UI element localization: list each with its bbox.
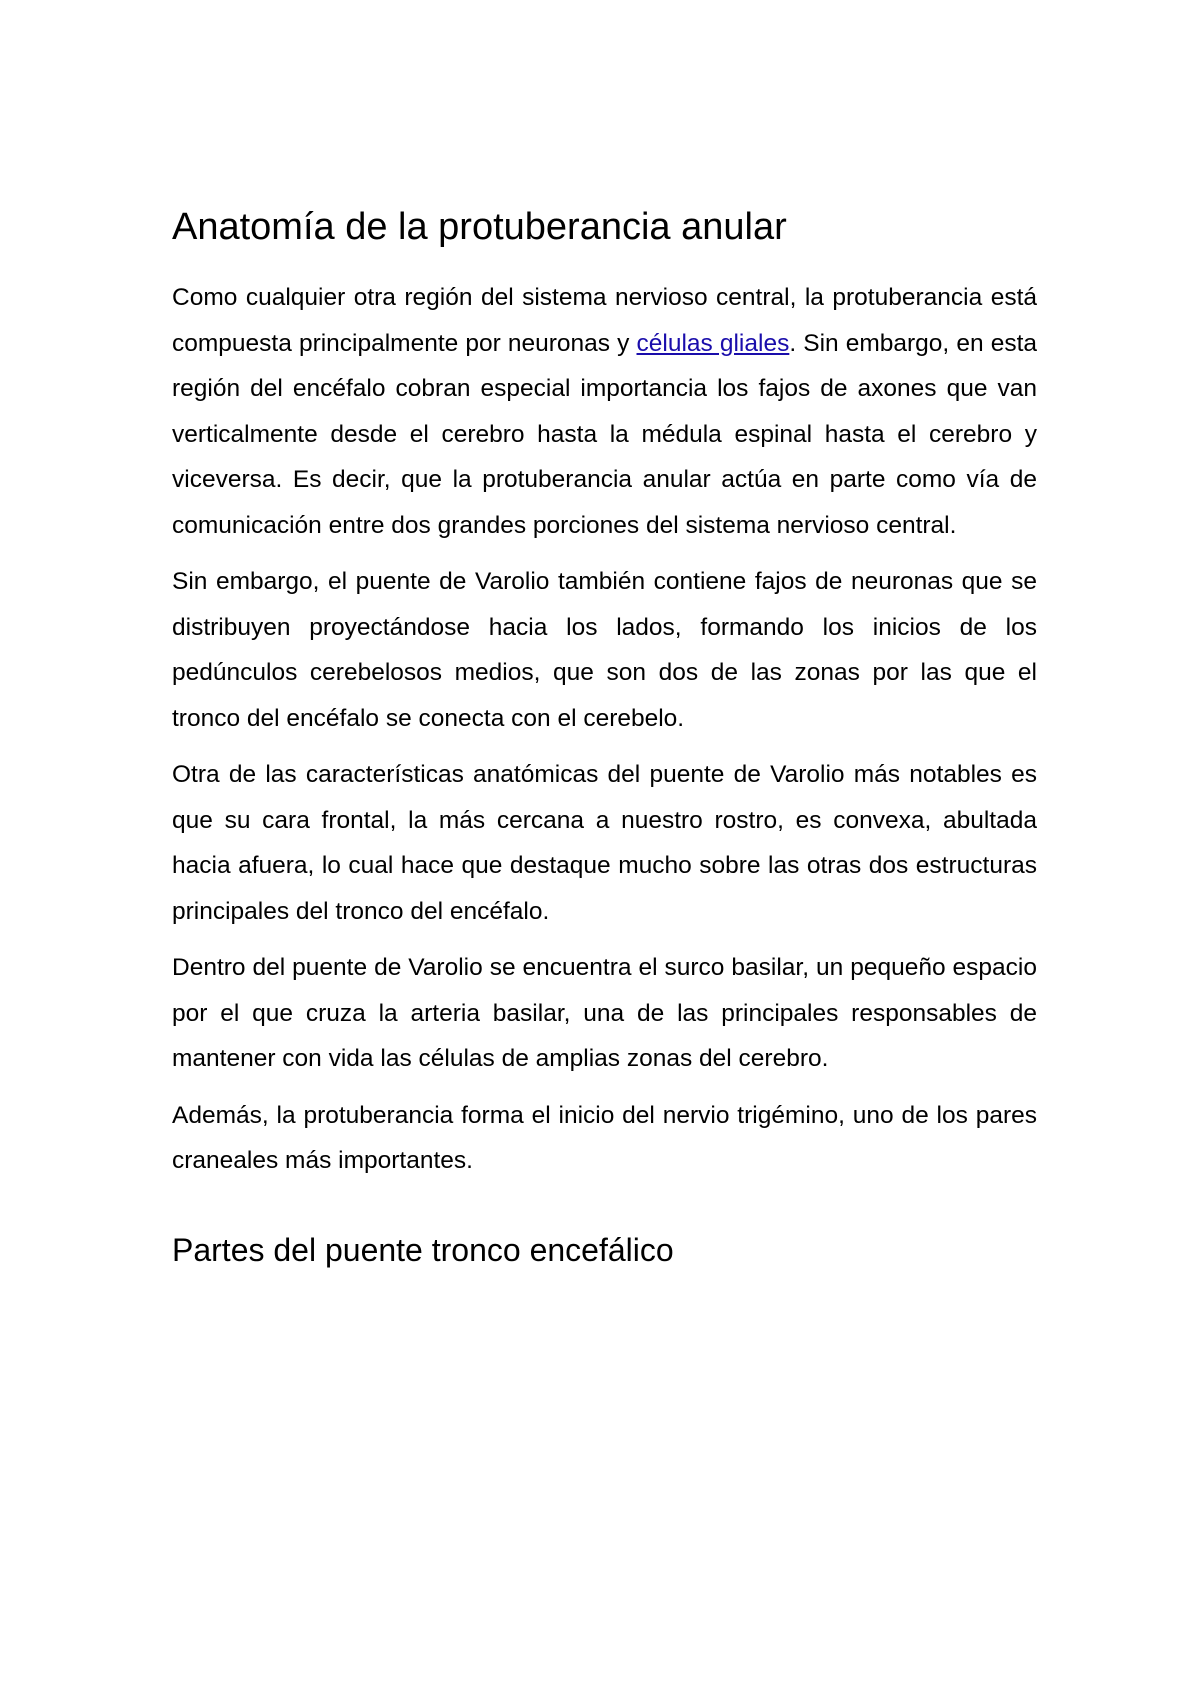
paragraph-intro-text-start: Como cualquier otra región del sistema nervioso central, la protuberancia está compuesta principalmente por neuronas y xyxy=(172,284,1037,357)
paragraph-trigeminal: Además, la protuberancia forma el inicio del nervio trigémino, uno de los pares craneales más importantes. xyxy=(172,1101,1037,1174)
paragraph-lateral-fibers: Sin embargo, el puente de Varolio también contiene fajos de neuronas que se distribuyen proyectándose hacia los lados, formando los inicios de los pedúnculos cerebelosos medios, que son dos de las zonas por las que el tronco del encéfalo se conecta con el cerebelo. xyxy=(172,568,1037,732)
link-celulas-gliales[interactable]: células gliales xyxy=(636,329,790,357)
section-subheading: Partes del puente tronco encefálico xyxy=(172,1231,674,1268)
paragraph-frontal-face: Otra de las características anatómicas del puente de Varolio más notables es que su cara frontal, la más cercana a nuestro rostro, es convexa, abultada hacia afuera, lo cual hace que destaque mucho sobre las otras dos estructuras principales del tronco del encéfalo. xyxy=(172,761,1037,925)
paragraph-intro-text-end: . Sin embargo, en esta región del encéfalo cobran especial importancia los fajos de axones que van verticalmente desde el cerebro hasta la médula espinal hasta el cerebro y viceversa. Es decir, que la protuberancia anular actúa en parte como vía de comunicación entre dos grandes porciones del sistema nervioso central. xyxy=(172,329,1037,539)
paragraph-intro xyxy=(172,275,1037,548)
page-title: Anatomía de la protuberancia anular xyxy=(172,206,787,248)
document-page xyxy=(172,195,1037,1271)
paragraph-basilar-groove: Dentro del puente de Varolio se encuentra el surco basilar, un pequeño espacio por el que cruza la arteria basilar, una de las principales responsables de mantener con vida las células de amplias zonas del cerebro. xyxy=(172,954,1037,1072)
